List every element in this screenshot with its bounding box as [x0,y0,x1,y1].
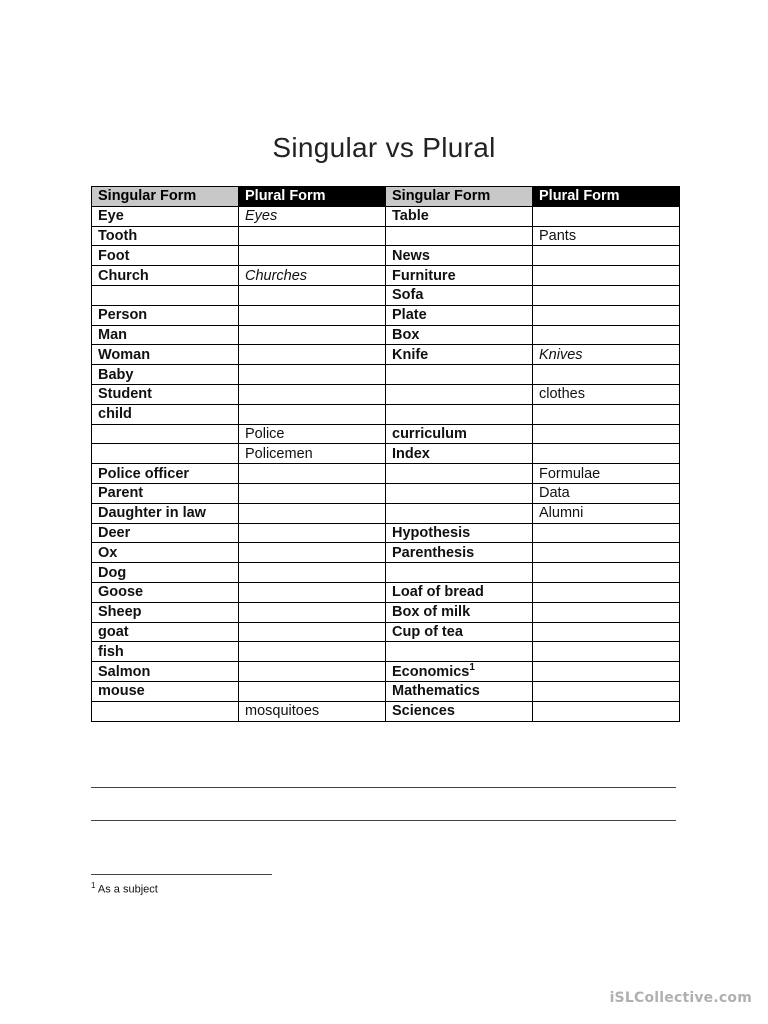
cell-text: Box of milk [392,604,471,621]
cell-text: Deer [98,524,131,541]
cell-plural-2 [533,701,680,721]
cell-text: Ox [98,544,118,561]
cell-plural-1 [239,325,386,345]
cell-singular-2 [386,246,533,266]
cell-singular-2 [386,642,533,662]
cell-singular-2 [386,305,533,325]
table-row [92,285,680,305]
cell-plural-1 [239,642,386,662]
cell-singular-2 [386,701,533,721]
header-plural-form-2: Plural Form [533,187,680,207]
cell-singular-1 [92,246,239,266]
table-row [92,681,680,701]
cell-plural-1 [239,444,386,464]
cell-text: Sheep [98,604,142,621]
table-row [92,305,680,325]
cell-singular-2 [386,206,533,226]
cell-singular-1 [92,285,239,305]
cell-plural-1 [239,266,386,286]
table-row [92,444,680,464]
cell-plural-2 [533,444,680,464]
table-row [92,424,680,444]
cell-text: Man [98,326,127,343]
table-row [92,543,680,563]
cell-text: Sciences [392,703,455,720]
cell-singular-1 [92,404,239,424]
cell-plural-2 [533,206,680,226]
cell-plural-2 [533,325,680,345]
cell-plural-2 [533,582,680,602]
cell-text: Person [98,307,148,324]
cell-singular-1 [92,444,239,464]
cell-singular-2 [386,444,533,464]
cell-singular-2 [386,266,533,286]
table-row [92,602,680,622]
cell-singular-2 [386,622,533,642]
cell-singular-1 [92,206,239,226]
cell-text: Knives [539,346,583,363]
cell-singular-2 [386,543,533,563]
cell-text: Parent [98,485,144,502]
cell-plural-1 [239,701,386,721]
cell-text: Hypothesis [392,524,471,541]
table-row [92,563,680,583]
cell-text: Loaf of bread [392,584,484,601]
cell-text: Goose [98,584,144,601]
cell-text: goat [98,623,129,640]
cell-plural-1 [239,226,386,246]
cell-text: Eye [98,208,124,225]
table-header-row [92,187,680,207]
cell-plural-2 [533,345,680,365]
table-row [92,701,680,721]
footnote-mark: 1 [91,881,96,890]
cell-text: Box [392,326,420,343]
cell-plural-1 [239,582,386,602]
cell-plural-1 [239,662,386,682]
footnote-divider [91,874,272,875]
cell-plural-1 [239,285,386,305]
cell-singular-2 [386,325,533,345]
cell-text: Church [98,267,149,284]
table-row [92,266,680,286]
cell-singular-1 [92,642,239,662]
cell-text: News [392,247,430,264]
cell-singular-1 [92,266,239,286]
cell-singular-1 [92,384,239,404]
cell-text: Formulae [539,465,601,482]
header-singular-form-2: Singular Form [386,187,533,207]
cell-plural-2 [533,662,680,682]
cell-singular-2 [386,464,533,484]
page-title: Singular vs Plural [272,132,496,163]
cell-plural-1 [239,622,386,642]
cell-singular-1 [92,483,239,503]
cell-plural-1 [239,206,386,226]
cell-text: Knife [392,346,429,363]
cell-text: Data [539,485,570,502]
cell-singular-2 [386,285,533,305]
watermark-logo: iSLCollective.com [609,990,752,1006]
cell-plural-2 [533,305,680,325]
cell-singular-1 [92,226,239,246]
cell-text: Baby [98,366,134,383]
cell-plural-1 [239,523,386,543]
cell-text: Police [245,425,285,442]
cell-plural-1 [239,602,386,622]
cell-text: Furniture [392,267,456,284]
cell-plural-2 [533,602,680,622]
cell-singular-1 [92,345,239,365]
cell-singular-2 [386,404,533,424]
table-row [92,226,680,246]
cell-singular-1 [92,365,239,385]
table-row [92,384,680,404]
cell-singular-2 [386,681,533,701]
cell-plural-1 [239,365,386,385]
cell-plural-2 [533,642,680,662]
cell-singular-2 [386,483,533,503]
cell-singular-1 [92,602,239,622]
cell-text: Dog [98,564,127,581]
cell-text: Plate [392,307,427,324]
cell-text: Eyes [245,208,278,225]
cell-plural-2 [533,424,680,444]
table-row [92,642,680,662]
cell-singular-1 [92,503,239,523]
cell-singular-1 [92,325,239,345]
cell-text: Salmon [98,663,151,680]
cell-singular-1 [92,622,239,642]
cell-singular-1 [92,563,239,583]
table-row [92,622,680,642]
cell-text: Sofa [392,287,424,304]
table-row [92,246,680,266]
cell-plural-2 [533,543,680,563]
cell-singular-2 [386,582,533,602]
cell-text: Student [98,386,152,403]
table-row [92,483,680,503]
cell-singular-1 [92,464,239,484]
cell-plural-1 [239,384,386,404]
table-row [92,582,680,602]
cell-plural-1 [239,681,386,701]
cell-singular-1 [92,681,239,701]
cell-text: Foot [98,247,130,264]
cell-singular-2 [386,523,533,543]
cell-plural-2 [533,246,680,266]
cell-plural-2 [533,285,680,305]
answer-line-1 [91,787,676,788]
cell-singular-2 [386,384,533,404]
cell-plural-2 [533,226,680,246]
singular-plural-table [91,186,680,722]
cell-plural-1 [239,543,386,563]
cell-plural-2 [533,266,680,286]
cell-plural-1 [239,404,386,424]
cell-plural-2 [533,483,680,503]
header-singular-form-1: Singular Form [92,187,239,207]
cell-plural-2 [533,365,680,385]
cell-plural-1 [239,305,386,325]
footnote-text: As a subject [97,883,158,896]
cell-plural-2 [533,622,680,642]
cell-text: clothes [539,386,585,403]
cell-text: Economics [392,663,470,680]
cell-text: mosquitoes [245,703,320,720]
cell-text: mouse [98,683,145,700]
cell-singular-1 [92,523,239,543]
table-row [92,503,680,523]
cell-plural-2 [533,681,680,701]
cell-plural-2 [533,384,680,404]
cell-text: Index [392,445,430,462]
cell-text: fish [98,643,124,660]
cell-singular-2 [386,503,533,523]
table-row [92,464,680,484]
cell-text: Woman [98,346,151,363]
cell-text: Policemen [245,445,313,462]
cell-text: Tooth [98,227,138,244]
cell-plural-2 [533,563,680,583]
cell-text: Table [392,208,429,225]
cell-text: Mathematics [392,683,480,700]
cell-singular-2 [386,365,533,385]
cell-text: child [98,406,132,423]
cell-singular-2 [386,662,533,682]
cell-plural-1 [239,563,386,583]
cell-plural-1 [239,424,386,444]
cell-plural-2 [533,404,680,424]
cell-plural-1 [239,345,386,365]
cell-plural-1 [239,246,386,266]
table-row [92,523,680,543]
cell-plural-2 [533,464,680,484]
cell-plural-2 [533,503,680,523]
table-body [92,206,680,721]
cell-singular-2 [386,563,533,583]
cell-singular-2 [386,226,533,246]
cell-singular-1 [92,305,239,325]
cell-text: Pants [539,227,577,244]
cell-text: Cup of tea [392,623,463,640]
cell-plural-1 [239,503,386,523]
cell-text: Daughter in law [98,505,206,522]
cell-text: Police officer [98,465,190,482]
table-row [92,662,680,682]
cell-singular-1 [92,543,239,563]
cell-plural-1 [239,464,386,484]
cell-text: Churches [245,267,308,284]
cell-singular-1 [92,424,239,444]
cell-singular-2 [386,345,533,365]
table-row [92,206,680,226]
table-row [92,404,680,424]
cell-text: Parenthesis [392,544,475,561]
cell-text: Alumni [539,505,584,522]
table-row [92,345,680,365]
cell-plural-2 [533,523,680,543]
table-row [92,325,680,345]
cell-singular-1 [92,662,239,682]
cell-singular-2 [386,424,533,444]
table-row [92,365,680,385]
header-plural-form-1: Plural Form [239,187,386,207]
answer-line-2 [91,820,676,821]
cell-plural-1 [239,483,386,503]
footnote [91,881,158,896]
cell-singular-1 [92,701,239,721]
cell-text: curriculum [392,425,467,442]
footnote-reference: 1 [469,661,475,673]
cell-singular-2 [386,602,533,622]
cell-singular-1 [92,582,239,602]
